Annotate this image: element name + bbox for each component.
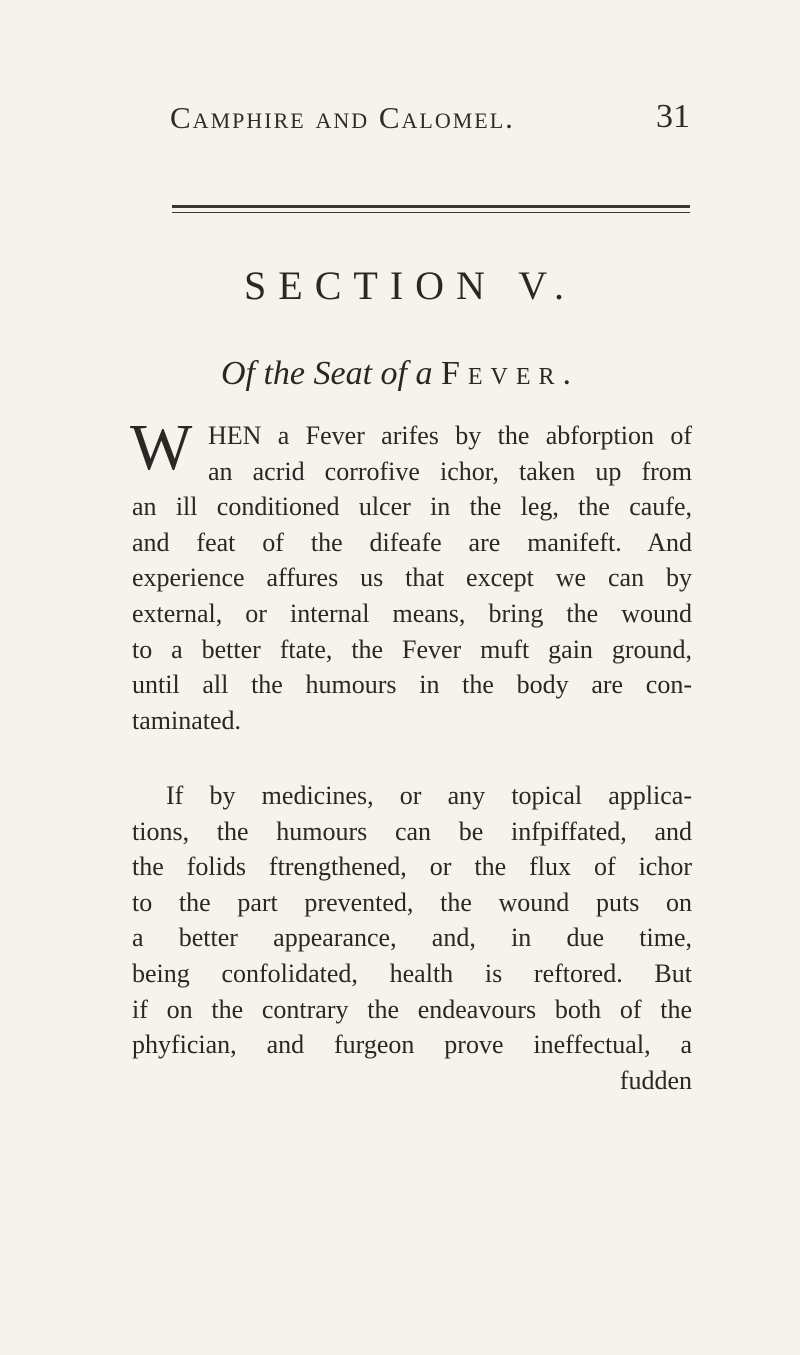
drop-cap: W xyxy=(130,411,193,484)
section-subtitle xyxy=(0,355,800,393)
text-line: being confolidated, health is reftored. But xyxy=(132,958,692,988)
text-line: until all the humours in the body are con- xyxy=(132,670,692,700)
running-head xyxy=(170,100,690,140)
catchword: fudden xyxy=(619,1065,692,1095)
section-heading: SECTION V. xyxy=(244,263,576,308)
text-line: a better appearance, and, in due time, xyxy=(132,923,692,953)
section-subtitle-caps: Fever. xyxy=(440,355,580,392)
text-line: an acrid corrofive ichor, taken up from xyxy=(208,456,692,486)
text-line: phyfician, and furgeon prove ineffectual, a xyxy=(132,1030,692,1060)
text-line: tions, the humours can be infpiffated, and xyxy=(132,816,692,846)
text-line: taminated. xyxy=(132,705,242,735)
paragraph-2 xyxy=(132,778,692,1098)
text-line: external, or internal means, bring the wound xyxy=(132,598,692,628)
text-line: HEN a Fever arifes by the abforption of xyxy=(208,421,692,450)
text-line: an ill conditioned ulcer in the leg, the caufe, xyxy=(132,492,692,522)
section-subtitle-italic: Of the Seat of a xyxy=(220,355,433,392)
paragraph-1 xyxy=(130,411,692,738)
text-line: and feat of the difeafe are manifeft. And xyxy=(132,527,692,557)
header-rule-thick xyxy=(172,205,690,208)
text-line: to a better ftate, the Fever muft gain ground, xyxy=(132,634,692,664)
text-line: experience affures us that except we can by xyxy=(132,563,692,593)
text-line: to the part prevented, the wound puts on xyxy=(132,887,692,917)
header-rule-thin xyxy=(172,212,690,213)
text-line: if on the contrary the endeavours both of the xyxy=(132,994,692,1024)
page-number: 31 xyxy=(656,98,690,135)
running-title: Camphire and Calomel. xyxy=(170,100,515,135)
text-line: If by medicines, or any topical applica- xyxy=(166,781,692,810)
text-line: the folids ftrengthened, or the flux of ichor xyxy=(132,852,692,882)
